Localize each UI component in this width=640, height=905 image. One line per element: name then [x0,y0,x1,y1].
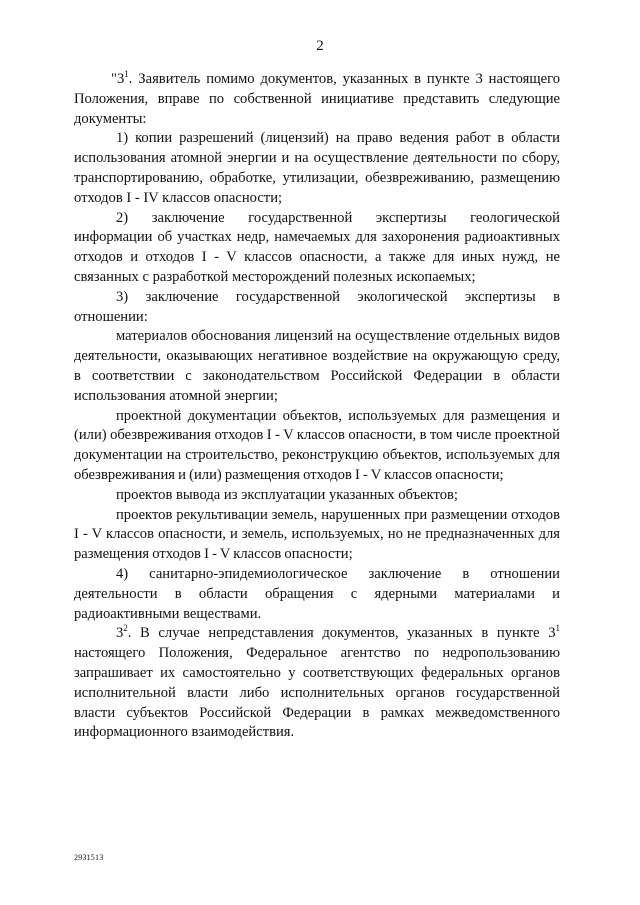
sub-item-recultivation: проектов рекультивации земель, нарушенных при размещении отходов I - V классов опасности, и земель, используемых, но не предназначенных для размещения отходов I - V классов опасности; [74,506,560,563]
sub-item-materials: материалов обоснования лицензий на осуществление отдельных видов деятельности, оказывающих негативное воздействие на окружающую среду, в соответствии с законодательством Российской Федерации в области использования атомной энергии; [74,328,560,404]
superscript: 2 [123,623,128,634]
document-code: 2931513 [74,853,104,862]
list-item-3: 3) заключение государственной экологической экспертизы в отношении: [74,288,560,325]
list-item-4: 4) санитарно-эпидемиологическое заключение в отношении деятельности в области обращения с ядерными материалами и радиоактивными веществами. [74,565,560,622]
paragraph-3-2-number: 3 [116,625,124,642]
list-item-1: 1) копии разрешений (лицензий) на право ведения работ в области использования атомной энергии и на осуществление деятельности по сбору, транспортированию, обработке, утилизации, обезвреживанию, размещению отходов I - IV классов опасности; [74,130,560,206]
paragraph-3-1-number: "3 [111,71,125,87]
paragraph-3-2-text-cont: настоящего Положения, Федеральное агентство по недропользованию запрашивает их самостоятельно у соответствующих федеральных органов исполнительной власти либо исполнительных органов государственной власти субъектов Российской Федерации в рамках межведомственного информационного взаимодействия. [74,645,560,741]
sub-item-project-docs: проектной документации объектов, используемых для размещения и (или) обезвреживания отходов I - V классов опасности, в том числе проектной документации на строительство, реконструкцию объектов, используемых для обезвреживания и (или) размещения отходов I - V классов опасности; [74,407,560,483]
superscript: 1 [124,69,129,79]
superscript: 1 [555,623,560,634]
paragraph-3-1-text: . Заявитель помимо документов, указанных в пункте 3 настоящего Положения, вправе по собственной инициативе представить следующие документы: [74,71,560,127]
paragraph-3-1 [74,70,560,129]
paragraph-3-2-text: . В случае непредставления документов, указанных в пункте 3 [127,625,556,642]
paragraph-3-2 [74,624,560,743]
document-body [74,70,560,743]
sub-item-decommission: проектов вывода из эксплуатации указанных объектов; [116,486,458,503]
page-number: 2 [316,38,324,54]
list-item-2: 2) заключение государственной экспертизы геологической информации об участках недр, намечаемых для захоронения радиоактивных отходов и отходов I - V классов опасности, а также для иных нужд, не связанных с разработкой месторождений полезных ископаемых; [74,209,560,285]
